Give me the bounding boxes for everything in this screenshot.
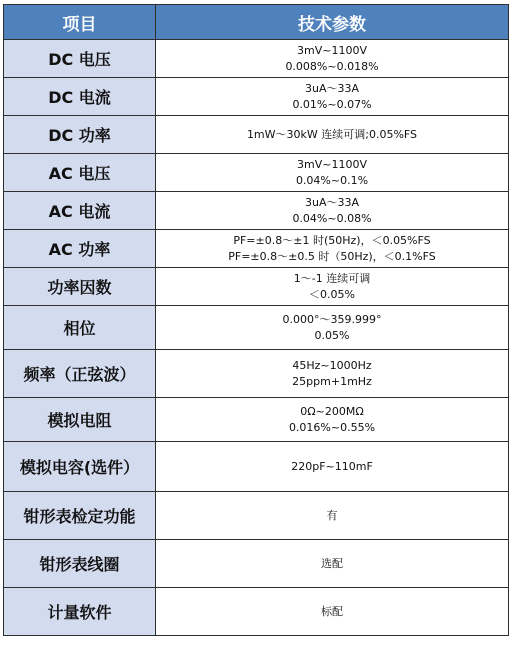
spec-cell [156,306,509,350]
item-cell: 计量软件 [4,588,156,636]
table-row [4,350,509,398]
header-spec: 技术参数 [156,5,509,40]
spec-line: 0.016%~0.55% [288,420,376,434]
spec-table [3,4,509,636]
item-cell: 钳形表线圈 [4,540,156,588]
spec-table-body [4,40,509,636]
table-row [4,40,509,78]
spec-cell [156,154,509,192]
item-cell: 频率（正弦波） [4,350,156,398]
spec-line: 0.01%~0.07% [292,97,372,111]
spec-line: 有 [326,508,338,522]
spec-line: 45Hz~1000Hz [292,358,372,372]
spec-cell [156,350,509,398]
spec-cell [156,398,509,442]
spec-line: 标配 [321,604,343,618]
spec-line: 0.04%~0.08% [292,211,372,225]
item-cell: 相位 [4,306,156,350]
table-header-row [4,5,509,40]
spec-line: 0Ω~200MΩ [300,404,364,418]
table-row [4,492,509,540]
item-cell: DC 电流 [4,78,156,116]
spec-cell [156,192,509,230]
spec-line: 1mW～30kW 连续可调;0.05%FS [246,127,418,141]
table-row [4,116,509,154]
spec-line: 选配 [321,556,343,570]
spec-cell [156,78,509,116]
spec-cell [156,268,509,306]
spec-line: 0.000°～359.999° [282,312,382,326]
spec-cell [156,116,509,154]
item-cell: 模拟电容(选件） [4,442,156,492]
spec-line: PF=±0.8～±0.5 时（50Hz)，＜0.1%FS [228,249,436,263]
item-cell: DC 功率 [4,116,156,154]
spec-line: 25ppm+1mHz [292,374,372,388]
spec-line: PF=±0.8～±1 时(50Hz)，＜0.05%FS [233,233,431,247]
item-cell: 功率因数 [4,268,156,306]
item-cell: AC 电流 [4,192,156,230]
spec-cell [156,588,509,636]
table-row [4,588,509,636]
table-row [4,192,509,230]
spec-line: 3uA～33A [304,195,360,209]
spec-cell [156,492,509,540]
table-row [4,154,509,192]
spec-line: 0.04%~0.1% [295,173,369,187]
table-row [4,230,509,268]
spec-line: 220pF~110mF [291,459,373,473]
header-item: 项目 [4,5,156,40]
spec-cell [156,230,509,268]
table-row [4,442,509,492]
spec-line: 3mV~1100V [297,157,367,171]
table-row [4,306,509,350]
spec-line: 0.05% [314,328,350,342]
spec-line: 1～-1 连续可调 [293,271,371,285]
table-row [4,78,509,116]
item-cell: DC 电压 [4,40,156,78]
spec-line: 0.008%~0.018% [285,59,379,73]
spec-cell [156,442,509,492]
spec-cell [156,40,509,78]
item-cell: 钳形表检定功能 [4,492,156,540]
table-row [4,540,509,588]
spec-line: 3mV~1100V [297,43,367,57]
item-cell: AC 功率 [4,230,156,268]
spec-cell [156,540,509,588]
spec-line: 3uA～33A [304,81,360,95]
item-cell: AC 电压 [4,154,156,192]
table-row [4,268,509,306]
item-cell: 模拟电阻 [4,398,156,442]
table-row [4,398,509,442]
spec-line: ＜0.05% [309,287,355,301]
